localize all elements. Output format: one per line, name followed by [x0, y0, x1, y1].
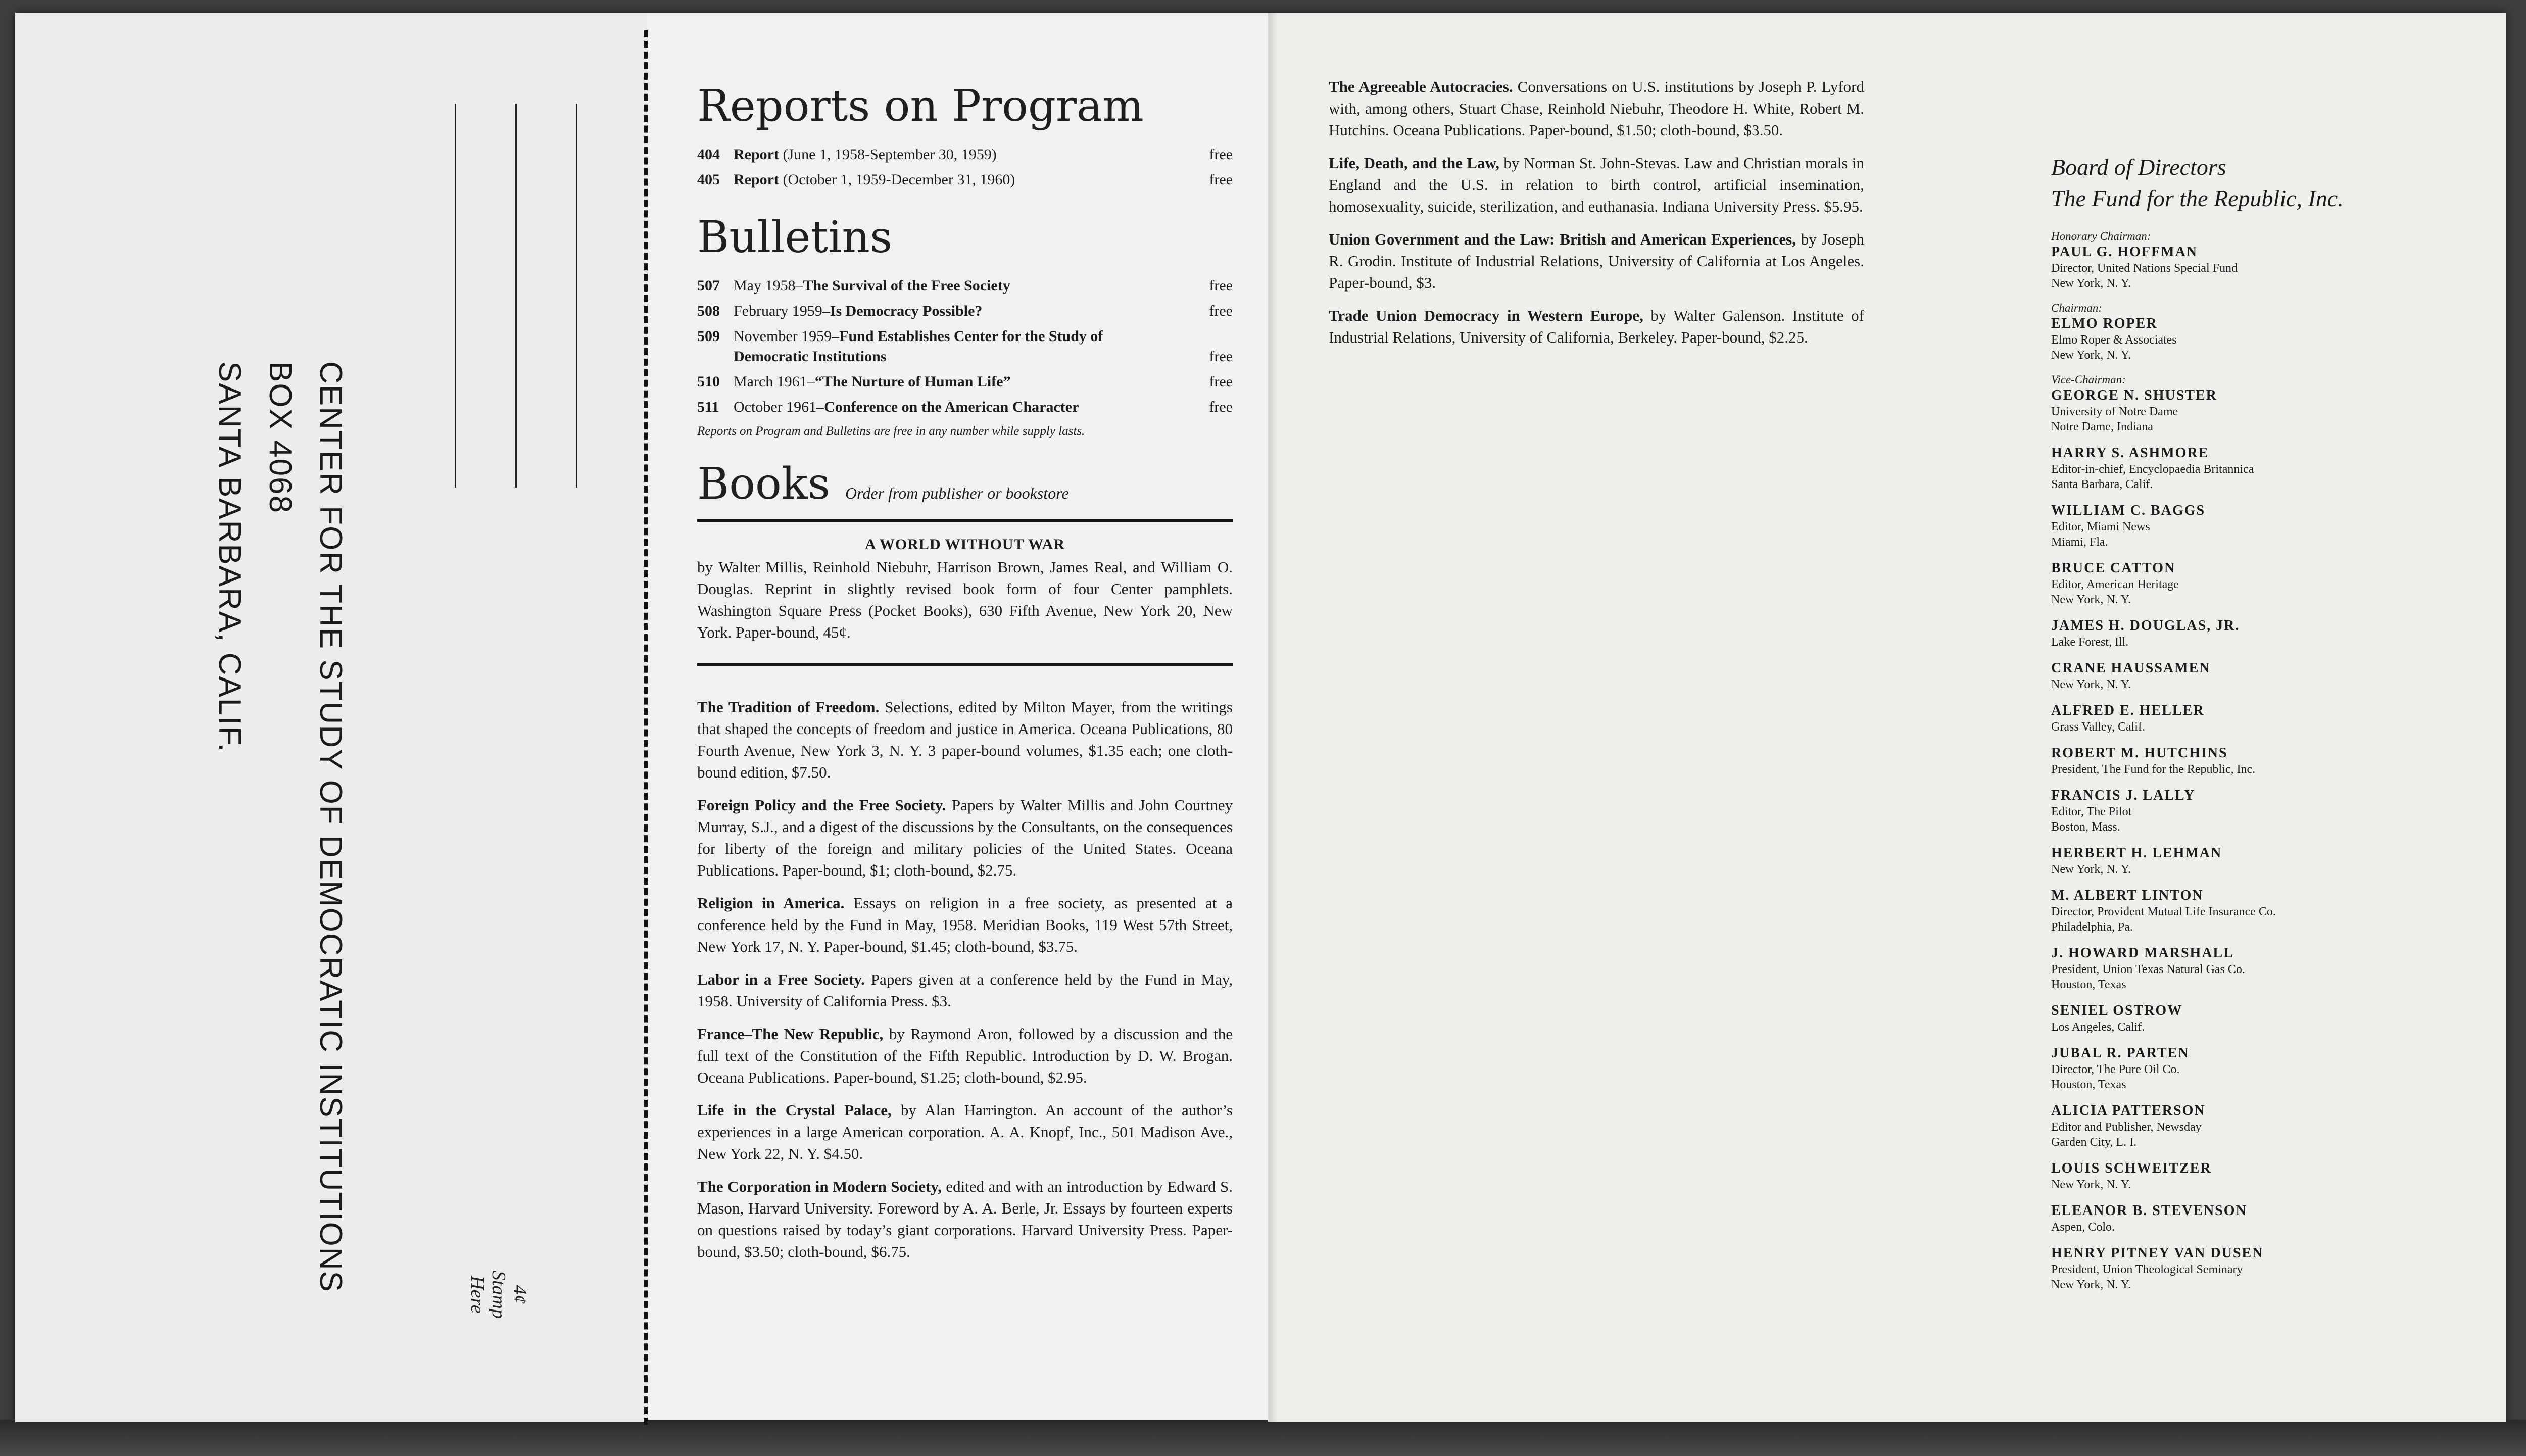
director-info: New York, N. Y. — [2051, 678, 2131, 691]
director-name: ALICIA PATTERSON — [2051, 1103, 2206, 1119]
director-info: Director, The Pure Oil Co. — [2051, 1063, 2180, 1076]
mailer-address-line1: CENTER FOR THE STUDY OF DEMOCRATIC INSTITUTIONS — [313, 361, 348, 1293]
director-entry — [2051, 502, 2435, 550]
bulletin-date: October 1961– — [734, 399, 824, 415]
report-text — [734, 144, 1187, 165]
bulletin-date: March 1961– — [734, 373, 815, 390]
director-name: WILLIAM C. BAGGS — [2051, 503, 2206, 518]
stamp-price: 4¢ — [509, 1285, 530, 1304]
director-info: Lake Forest, Ill. — [2051, 636, 2129, 649]
book-body: edited and with an introduction by Edward S. Mason, Harvard University. Foreword by A. A. Berle, Jr. Essays by fourteen experts on questions raised by today’s giant corporations. Harvard University Press. Paper-bound, $3.50; cloth-bound, $6.75. — [697, 1178, 1233, 1260]
book-body: Selections, edited by Milton Mayer, from the writings that shaped the concepts of freedom and justice in America. Oceana Publications, 80 Fourth Avenue, New York 3, N. Y. 3 paper-bound volumes, $1.35 each; one cloth-bound edition, $7.50. — [697, 698, 1233, 781]
mailer-panel — [15, 13, 647, 1422]
director-name: JAMES H. DOUGLAS, JR. — [2051, 618, 2240, 634]
director-info: Editor, Miami News — [2051, 520, 2150, 533]
director-name: HENRY PITNEY VAN DUSEN — [2051, 1245, 2264, 1261]
bulletin-date: November 1959– — [734, 328, 840, 345]
director-entry — [2051, 1160, 2435, 1192]
report-dates: (October 1, 1959-December 31, 1960) — [783, 171, 1015, 188]
featured-book-body: by Walter Millis, Reinhold Niebuhr, Harrison Brown, James Real, and William O. Douglas. Reprint in slightly revised book form of four Center pamphlets. Washington Square Press (Pocket Books), 630 Fifth Avenue, New York 20, New York. Paper-bound, 45¢. — [697, 558, 1233, 641]
director-info: Editor, American Heritage — [2051, 578, 2179, 591]
report-price: free — [1209, 146, 1233, 163]
mailer-address-line3: SANTA BARBARA, CALIF. — [212, 361, 247, 753]
directors-list — [2051, 229, 2435, 1292]
bulletin-text — [734, 276, 1187, 296]
table-shadow — [0, 1420, 2526, 1456]
stamp-word: Stamp — [488, 1271, 509, 1319]
director-entry — [2051, 745, 2435, 777]
books-heading: Books — [697, 459, 830, 509]
book-title: The Corporation in Modern Society, — [697, 1178, 942, 1195]
report-label: Report — [734, 171, 779, 188]
book-entry — [1329, 305, 1864, 348]
director-name: PAUL G. HOFFMAN — [2051, 244, 2198, 260]
director-entry — [2051, 229, 2435, 291]
bulletin-number: 509 — [697, 328, 720, 345]
book-title: France–The New Republic, — [697, 1025, 884, 1043]
director-entry — [2051, 1245, 2435, 1292]
bulletin-row — [697, 372, 1233, 392]
book-title: Religion in America. — [697, 894, 845, 912]
director-info: Editor-in-chief, Encyclopaedia Britannica — [2051, 463, 2254, 476]
director-info: Houston, Texas — [2051, 1078, 2126, 1091]
director-role: Chairman: — [2051, 302, 2102, 314]
director-info: Editor and Publisher, Newsday — [2051, 1121, 2202, 1134]
report-number: 405 — [697, 171, 720, 188]
perforation-line — [644, 30, 648, 1425]
address-line — [576, 104, 577, 488]
director-info: Philadelphia, Pa. — [2051, 920, 2133, 934]
director-info: New York, N. Y. — [2051, 1178, 2131, 1191]
column-left — [697, 81, 1233, 1274]
director-info: President, Union Theological Seminary — [2051, 1263, 2243, 1276]
director-entry — [2051, 1202, 2435, 1235]
director-name: GEORGE N. SHUSTER — [2051, 387, 2217, 403]
director-role: Honorary Chairman: — [2051, 230, 2151, 242]
director-name: SENIEL OSTROW — [2051, 1003, 2183, 1018]
director-info: Miami, Fla. — [2051, 536, 2108, 549]
bulletin-price: free — [1209, 303, 1233, 319]
book-entry — [1329, 152, 1864, 217]
director-name: ELEANOR B. STEVENSON — [2051, 1203, 2247, 1219]
book-body: by Alan Harrington. An account of the author’s experiences in a large American corporation. A. A. Knopf, Inc., 501 Madison Ave., New York 22, N. Y. $4.50. — [697, 1101, 1233, 1162]
director-info: Grass Valley, Calif. — [2051, 720, 2145, 734]
book-title: Life, Death, and the Law, — [1329, 154, 1499, 172]
director-entry — [2051, 445, 2435, 492]
report-row — [697, 170, 1233, 190]
director-entry — [2051, 787, 2435, 835]
featured-book-title: A WORLD WITHOUT WAR — [864, 536, 1065, 553]
report-text — [734, 170, 1187, 190]
book-title: Life in the Crystal Palace, — [697, 1101, 892, 1119]
book-body: by Raymond Aron, followed by a discussion and the full text of the Constitution of the Fifth Republic. Introduction by D. W. Brogan. Oceana Publications. Paper-bound, $1.25; cloth-bound, $2.95. — [697, 1025, 1233, 1086]
director-info: Santa Barbara, Calif. — [2051, 478, 2153, 491]
bulletin-price: free — [1209, 399, 1233, 415]
director-name: ALFRED E. HELLER — [2051, 703, 2205, 718]
book-title: The Agreeable Autocracies. — [1329, 78, 1513, 95]
bulletin-row — [697, 276, 1233, 296]
book-entry — [697, 696, 1233, 783]
book-title: The Tradition of Freedom. — [697, 698, 880, 716]
book-entry — [697, 794, 1233, 881]
director-info: Houston, Texas — [2051, 978, 2126, 991]
bulletin-row — [697, 397, 1233, 417]
director-info: New York, N. Y. — [2051, 863, 2131, 876]
bulletin-title: “The Nurture of Human Life” — [814, 373, 1011, 390]
director-entry — [2051, 845, 2435, 877]
reports-heading: Reports on Program — [697, 81, 1144, 131]
director-entry — [2051, 560, 2435, 607]
book-title: Foreign Policy and the Free Society. — [697, 796, 946, 814]
director-info: Boston, Mass. — [2051, 820, 2120, 834]
column-middle — [1329, 76, 1864, 359]
bulletin-row — [697, 301, 1233, 321]
report-price: free — [1209, 171, 1233, 188]
director-entry — [2051, 1102, 2435, 1150]
book-body: by Walter Galenson. Institute of Industrial Relations, University of California, Berkeley. Paper-bound, $2.25. — [1329, 307, 1864, 346]
director-info: New York, N. Y. — [2051, 1278, 2131, 1291]
bulletin-number: 507 — [697, 277, 720, 294]
director-name: HARRY S. ASHMORE — [2051, 445, 2209, 461]
director-name: J. HOWARD MARSHALL — [2051, 945, 2234, 961]
bulletin-row — [697, 326, 1233, 367]
report-label: Report — [734, 146, 779, 163]
book-entry — [697, 968, 1233, 1012]
director-info: Garden City, L. I. — [2051, 1136, 2137, 1149]
director-info: Aspen, Colo. — [2051, 1221, 2115, 1234]
bulletin-date: February 1959– — [734, 303, 830, 319]
book-entry — [1329, 228, 1864, 294]
director-name: ELMO ROPER — [2051, 316, 2158, 331]
director-info: New York, N. Y. — [2051, 593, 2131, 606]
bulletin-price: free — [1209, 277, 1233, 294]
bulletins-heading: Bulletins — [697, 212, 893, 263]
bulletin-text — [734, 397, 1187, 417]
director-name: LOUIS SCHWEITZER — [2051, 1160, 2212, 1176]
director-name: FRANCIS J. LALLY — [2051, 788, 2196, 803]
book-entry — [697, 1023, 1233, 1088]
director-name: CRANE HAUSSAMEN — [2051, 660, 2211, 676]
bulletin-title: Is Democracy Possible? — [830, 303, 983, 319]
board-title-line2: The Fund for the Republic, Inc. — [2051, 185, 2344, 211]
director-info: University of Notre Dame — [2051, 405, 2178, 418]
book-entry — [697, 1099, 1233, 1164]
address-line — [455, 104, 456, 488]
bulletin-text — [734, 372, 1187, 392]
book-body: Papers given at a conference held by the Fund in May, 1958. University of California Press. $3. — [697, 970, 1233, 1010]
director-info: New York, N. Y. — [2051, 277, 2131, 290]
bulletin-title: The Survival of the Free Society — [803, 277, 1010, 294]
book-title: Union Government and the Law: British and American Experiences, — [1329, 230, 1796, 248]
featured-book — [697, 519, 1233, 666]
director-entry — [2051, 1002, 2435, 1035]
bulletin-text — [734, 326, 1187, 367]
bulletin-date: May 1958– — [734, 277, 803, 294]
bulletins-note: Reports on Program and Bulletins are free in any number while supply lasts. — [697, 424, 1085, 438]
book-entry — [697, 1176, 1233, 1263]
director-info: Director, Provident Mutual Life Insurance Co. — [2051, 905, 2276, 918]
bulletin-number: 510 — [697, 373, 720, 390]
bulletin-price: free — [1209, 348, 1233, 365]
director-entry — [2051, 945, 2435, 992]
report-dates: (June 1, 1958-September 30, 1959) — [783, 146, 997, 163]
director-name: BRUCE CATTON — [2051, 560, 2176, 576]
book-body: by Norman St. John-Stevas. Law and Christian morals in England and the U.S. in relation to birth control, artificial insemination, homosexuality, suicide, sterilization, and euthanasia. Indiana University Press. $5.95. — [1329, 154, 1864, 215]
book-body: Essays on religion in a free society, as presented at a conference held by the Fund in May, 1958. Meridian Books, 119 West 57th Street, New York 17, N. Y. Paper-bound, $1.45; cloth-bound, $3.75. — [697, 894, 1233, 955]
book-body: by Joseph R. Grodin. Institute of Industrial Relations, University of California at Los Angeles. Paper-bound, $3. — [1329, 230, 1864, 292]
board-title-line1: Board of Directors — [2051, 154, 2226, 180]
director-entry — [2051, 301, 2435, 363]
director-info: New York, N. Y. — [2051, 349, 2131, 362]
bulletin-title: Conference on the American Character — [824, 399, 1079, 415]
director-entry — [2051, 660, 2435, 692]
book-entry — [1329, 76, 1864, 141]
director-role: Vice-Chairman: — [2051, 373, 2126, 386]
report-row — [697, 144, 1233, 165]
director-entry — [2051, 617, 2435, 650]
book-entry — [697, 892, 1233, 957]
stamp-box — [467, 1271, 530, 1319]
director-name: JUBAL R. PARTEN — [2051, 1045, 2190, 1061]
director-entry — [2051, 702, 2435, 735]
report-number: 404 — [697, 146, 720, 163]
book-body: Papers by Walter Millis and John Courtney Murray, S.J., and a digest of the discussions by the Consultants, on the consequences for liberty of the foreign and military policies of the United States. Oceana Publications. Paper-bound, $1; cloth-bound, $2.75. — [697, 796, 1233, 879]
director-name: M. ALBERT LINTON — [2051, 888, 2204, 903]
director-info: Notre Dame, Indiana — [2051, 420, 2153, 433]
director-name: ROBERT M. HUTCHINS — [2051, 745, 2228, 761]
bulletin-price: free — [1209, 373, 1233, 390]
board-title — [2051, 152, 2435, 214]
book-title: Trade Union Democracy in Western Europe, — [1329, 307, 1643, 324]
director-entry — [2051, 887, 2435, 935]
director-info: Director, United Nations Special Fund — [2051, 262, 2238, 275]
director-info: President, Union Texas Natural Gas Co. — [2051, 963, 2245, 976]
bulletin-number: 511 — [697, 399, 719, 415]
books-subheading: Order from publisher or bookstore — [845, 484, 1069, 502]
bulletin-number: 508 — [697, 303, 720, 319]
book-body: Conversations on U.S. institutions by Joseph P. Lyford with, among others, Stuart Chase, Reinhold Niebuhr, Theodore H. White, Robert M. Hutchins. Oceana Publications. Paper-bound, $1.50; cloth-bound, $3.50. — [1329, 78, 1864, 139]
bulletin-text — [734, 301, 1187, 321]
stamp-here: Here — [467, 1276, 488, 1314]
director-entry — [2051, 373, 2435, 434]
director-info: Elmo Roper & Associates — [2051, 333, 2177, 347]
director-info: Editor, The Pilot — [2051, 805, 2132, 818]
director-name: HERBERT H. LEHMAN — [2051, 845, 2222, 861]
mailer-address-line2: BOX 4068 — [263, 361, 298, 514]
director-info: Los Angeles, Calif. — [2051, 1021, 2145, 1034]
center-gutter — [1268, 13, 1278, 1422]
book-title: Labor in a Free Society. — [697, 970, 865, 988]
bulletin-title: Fund Establishes Center for the Study of Democratic Institutions — [734, 328, 1103, 365]
address-line — [515, 104, 517, 488]
director-info: President, The Fund for the Republic, Inc. — [2051, 763, 2256, 776]
column-board — [2051, 152, 2435, 1302]
director-entry — [2051, 1045, 2435, 1092]
books-header — [697, 459, 1233, 509]
